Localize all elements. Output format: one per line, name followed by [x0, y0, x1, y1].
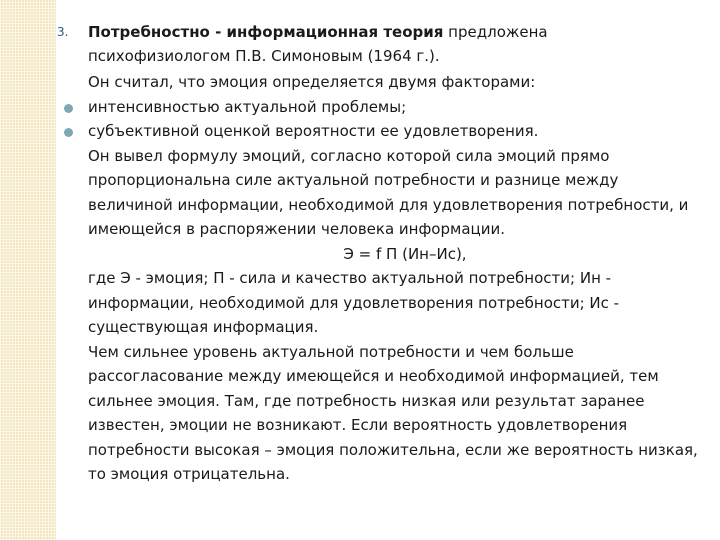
paragraph-conclusion: Чем сильнее уровень актуальной потребности и чем больше рассогласование между имеющейся и необходимой информацией, тем сильнее эмоция. Там, где потребность низкая или результат заранее известен, эмоции не возникают. Если вероятность удовлетворения потребности высокая – эмоция положительна, если же вероятность низкая, то эмоция отрицательна. — [88, 342, 698, 483]
theory-author-line: психофизиологом П.В. Симоновым (1964 г.). — [88, 47, 440, 65]
bullet-item-2 — [62, 119, 702, 144]
decorative-left-strip — [0, 0, 56, 540]
formula: Э = f П (Ин–Ис), — [343, 244, 467, 263]
formula-line — [62, 242, 702, 267]
bullet-text-1: интенсивностью актуальной проблемы; — [88, 97, 407, 116]
theory-title-rest: предложена — [443, 23, 548, 41]
paragraph-factors-intro: Он считал, что эмоция определяется двумя факторами: — [88, 73, 536, 91]
slide-content — [57, 20, 702, 487]
theory-title: Потребностно - информационная теория — [88, 23, 444, 41]
bullet-item-1 — [62, 95, 702, 120]
paragraph-legend: где Э - эмоция; П - сила и качество актуальной потребности; Ин - информации, необходимой для удовлетворения потребности; Ис - существующая информация. — [88, 269, 620, 336]
point-3 — [57, 20, 702, 68]
bullet-icon — [64, 128, 73, 137]
bullet-text-2: субъективной оценкой вероятности ее удовлетворения. — [88, 122, 539, 140]
paragraph-formula-intro: Он вывел формулу эмоций, согласно которой сила эмоций прямо пропорциональна силе актуальной потребности и разнице между величиной информации, необходимой для удовлетворения потребности, и имеющейся в распоряжении человека информации. — [88, 146, 689, 238]
bullet-icon — [64, 104, 73, 113]
point-number: 3. — [57, 25, 69, 39]
